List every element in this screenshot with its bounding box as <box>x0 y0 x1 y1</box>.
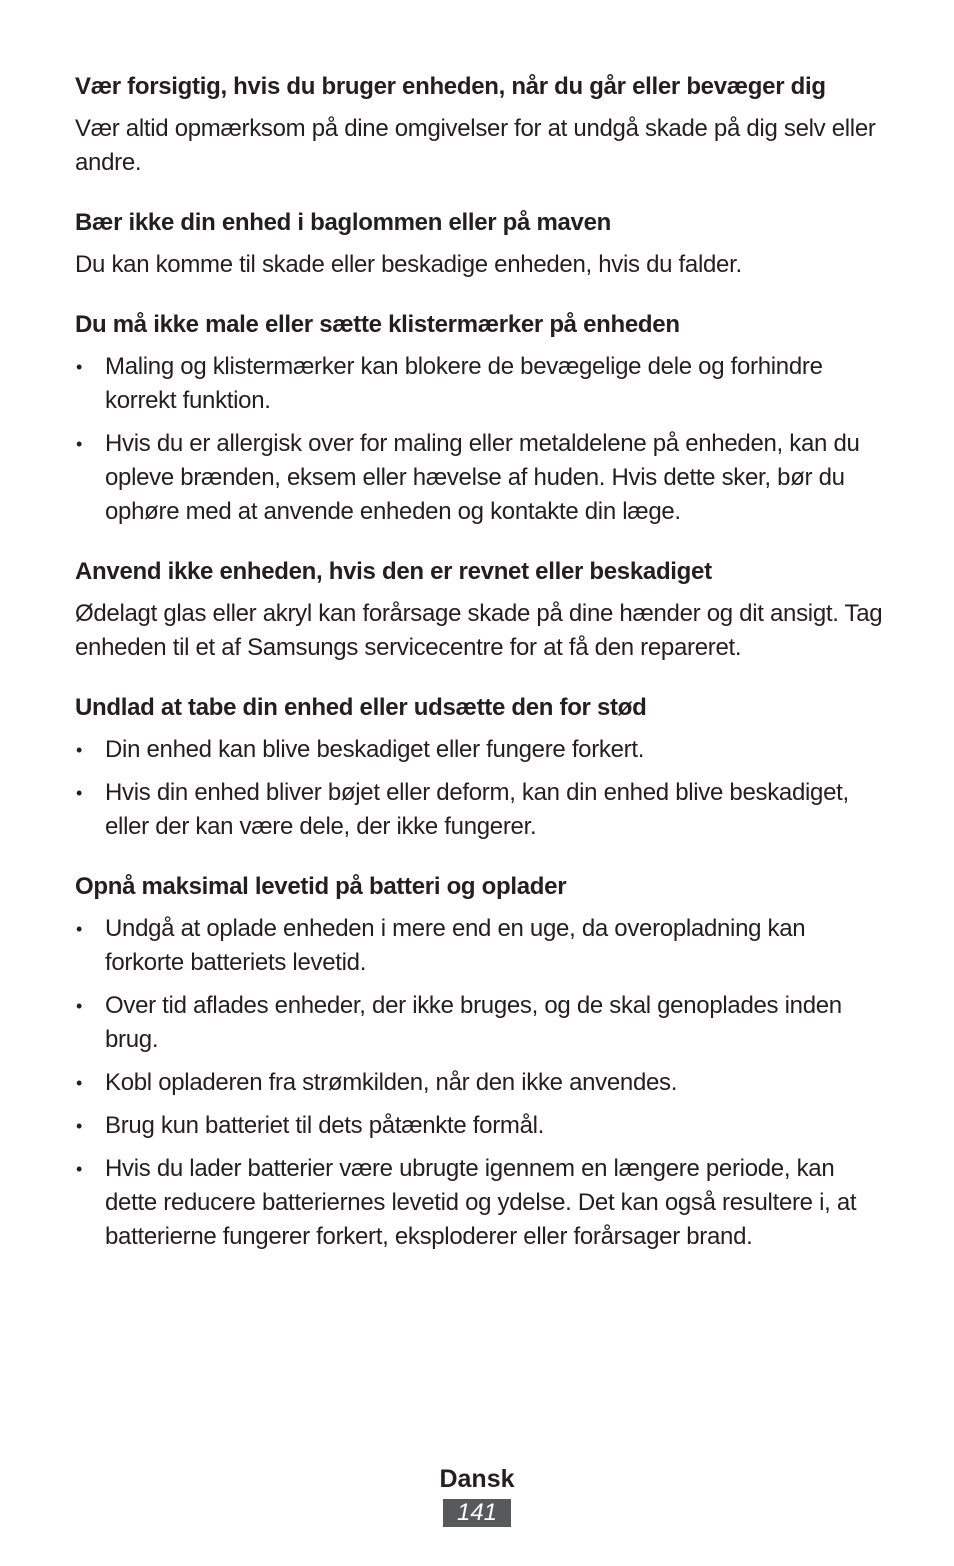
list-item-text: Kobl opladeren fra strømkilden, når den ikke anvendes. <box>105 1069 678 1096</box>
list-item-text: Undgå at oplade enheden i mere end en uge, da overopladning kan forkorte batteriets levetid. <box>105 915 806 976</box>
list-item <box>75 1109 890 1143</box>
bullet-list <box>75 350 890 529</box>
list-item-text: Hvis du lader batterier være ubrugte igennem en længere periode, kan dette reducere batteriernes levetid og ydelse. Det kan også resultere i, at batterierne fungerer forkert, eksploderer eller forårsager brand. <box>105 1155 857 1250</box>
bullet-icon: • <box>76 740 83 760</box>
section-heading: Du må ikke male eller sætte klistermærker på enheden <box>75 311 680 338</box>
bullet-icon: • <box>76 434 83 454</box>
list-item <box>75 427 890 529</box>
section-back-pocket <box>75 206 890 282</box>
list-item <box>75 989 890 1057</box>
section-text: Vær altid opmærksom på dine omgivelser for at undgå skade på dig selv eller andre. <box>75 115 876 176</box>
list-item-text: Maling og klistermærker kan blokere de bevægelige dele og forhindre korrekt funktion. <box>105 353 823 414</box>
document-body <box>75 70 890 1280</box>
bullet-icon: • <box>76 357 83 377</box>
section-heading: Vær forsigtig, hvis du bruger enheden, når du går eller bevæger dig <box>75 73 826 100</box>
bullet-list <box>75 912 890 1254</box>
section-text: Du kan komme til skade eller beskadige enheden, hvis du falder. <box>75 251 742 278</box>
list-item <box>75 733 890 767</box>
bullet-icon: • <box>76 1116 83 1136</box>
list-item-text: Over tid aflades enheder, der ikke bruges, og de skal genoplades inden brug. <box>105 992 842 1053</box>
list-item-text: Hvis din enhed bliver bøjet eller deform, kan din enhed blive beskadiget, eller der kan være dele, der ikke fungerer. <box>105 779 849 840</box>
section-heading: Bær ikke din enhed i baglommen eller på maven <box>75 209 612 236</box>
list-item-text: Brug kun batteriet til dets påtænkte formål. <box>105 1112 545 1139</box>
list-item <box>75 912 890 980</box>
section-heading: Opnå maksimal levetid på batteri og oplader <box>75 873 567 900</box>
bullet-icon: • <box>76 919 83 939</box>
section-heading: Undlad at tabe din enhed eller udsætte den for stød <box>75 694 647 721</box>
bullet-icon: • <box>76 1073 83 1093</box>
bullet-icon: • <box>76 1159 83 1179</box>
bullet-icon: • <box>76 783 83 803</box>
bullet-list <box>75 733 890 844</box>
section-drop-shock <box>75 691 890 844</box>
section-walking <box>75 70 890 180</box>
list-item-text: Din enhed kan blive beskadiget eller fungere forkert. <box>105 736 645 763</box>
page-number: 141 <box>443 1499 511 1527</box>
section-paint-stickers <box>75 308 890 529</box>
list-item-text: Hvis du er allergisk over for maling eller metaldelene på enheden, kan du opleve brænden, eksem eller hævelse af huden. Hvis dette sker, bør du ophøre med at anvende enheden og kontakte din læge. <box>105 430 860 525</box>
list-item <box>75 1066 890 1100</box>
footer-language: Dansk <box>439 1465 515 1493</box>
list-item <box>75 1152 890 1254</box>
list-item <box>75 776 890 844</box>
section-heading: Anvend ikke enheden, hvis den er revnet eller beskadiget <box>75 558 712 585</box>
list-item <box>75 350 890 418</box>
section-battery-life <box>75 870 890 1254</box>
page-footer <box>0 1462 954 1527</box>
section-damaged-device <box>75 555 890 665</box>
bullet-icon: • <box>76 996 83 1016</box>
section-text: Ødelagt glas eller akryl kan forårsage skade på dine hænder og dit ansigt. Tag enheden til et af Samsungs servicecentre for at få den repareret. <box>75 600 883 661</box>
